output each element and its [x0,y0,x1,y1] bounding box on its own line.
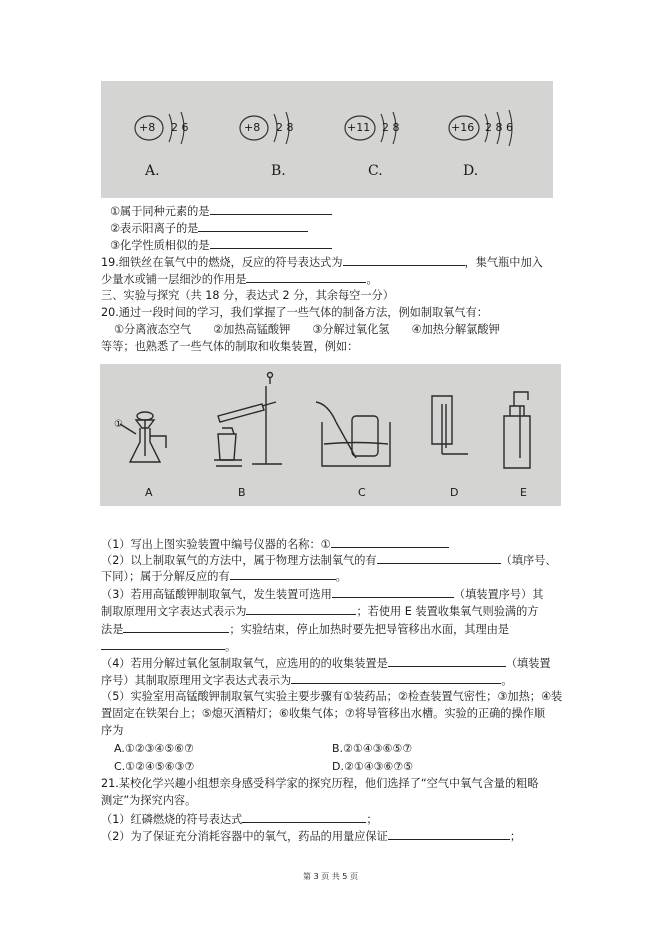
label-c: C [358,486,366,499]
q21-1: （1）红磷燃烧的符号表达式 ； [101,813,378,826]
q18-line-1: ①属于同种元素的是 [110,204,332,219]
atom-b-nucleus: +8 [244,121,261,134]
method-1: ①分离液态空气 [114,323,192,336]
q20-1: （1）写出上图实验装置中编号仪器的名称：① [101,537,449,552]
answer-blank[interactable] [246,604,356,615]
page-footer: 第 3 页 共 5 页 [303,872,358,881]
atom-d-label: D. [463,163,479,179]
q18-line-2: ②表示阳离子的是 [110,221,308,236]
atom-c-label: C. [368,163,383,179]
atom-diagrams [101,81,553,198]
apparatus-e [504,392,530,468]
q20-3-line-4: 。 [101,639,236,654]
atom-c-shells: 2 8 [382,121,400,134]
q20-3-line-1: （3）若用高锰酸钾制取氧气，发生装置可选用 （填装置序号）其 [101,588,544,601]
apparatus-c [316,402,390,466]
answer-blank[interactable] [210,204,332,215]
method-3: ③分解过氧化氢 [312,323,390,336]
apparatus-photo [100,364,561,506]
answer-blank[interactable] [230,569,336,580]
label-d: D [450,486,459,499]
apparatus-a [120,412,166,462]
answer-blank[interactable] [246,272,366,283]
apparatus-diagrams [100,364,561,506]
answer-blank[interactable] [388,656,506,667]
answer-blank[interactable] [332,587,454,598]
atom-a-shells: 2 6 [171,121,189,134]
q20-5-line-2: 置固定在铁架台上；⑤熄灭酒精灯；⑥收集气体；⑦将导管移出水槽。实验的正确的操作顺 [101,707,546,720]
q20-3-line-3: 法是 ；实验结束，停止加热时要先把导管移出水面，其理由是 [101,623,510,636]
q20-2-line-1: （2）以上制取氧气的方法中，属于物理方法制氧气的有 （填序号、 [101,554,557,567]
q19-line-2: 少量水或铺一层细沙的作用是 。 [101,273,378,286]
apparatus-d [432,396,468,454]
q18-line-3: ③化学性质相似的是 [110,238,332,253]
label-a: A [145,486,153,499]
q19-line-1: 19.细铁丝在氧气中的燃烧，反应的符号表达式为 ，集气瓶中加入 [101,256,543,269]
section-3-heading: 三、实验与探究（共 18 分，表达式 2 分，其余每空一分） [101,289,394,302]
method-4: ④加热分解氯酸钾 [411,323,500,336]
label-e: E [520,486,527,499]
answer-blank[interactable] [331,537,449,548]
q20-3-line-2: 制取原理用文字表达式表示为 ；若使用 E 装置收集氧气则验满的方 [101,605,539,618]
method-2: ②加热高锰酸钾 [213,323,291,336]
label-b: B [238,486,246,499]
atom-b-label: B. [271,163,286,179]
q20-intro: 20.通过一段时间的学习，我们掌握了一些气体的制备方法，例如制取氧气有： [101,306,488,319]
q21-line-2: 测定”为探究内容。 [101,794,197,807]
apparatus-circle-label: ① [114,419,123,430]
answer-blank[interactable] [198,221,308,232]
answer-blank[interactable] [343,255,465,266]
q20-5-line-3: 序为 [101,724,124,737]
atom-b-shells: 2 8 [276,121,294,134]
q20-intro-2: 等等；也熟悉了一些气体的制取和收集装置，例如： [101,340,359,353]
q21-line-1: 21.某校化学兴趣小组想亲身感受科学家的探究历程，他们选择了“空气中氧气含量的粗略 [101,777,539,790]
q20-5-line-1: （5）实验室用高锰酸钾制取氧气实验主要步骤有①装药品；②检查装置气密性；③加热；④装 [101,690,563,703]
q20-5-option-b[interactable]: B.②①④③⑥⑤⑦ [332,742,413,755]
apparatus-b [214,373,282,467]
q20-5-option-d[interactable]: D.②①④③⑥⑦⑤ [332,760,413,773]
answer-blank[interactable] [210,238,332,249]
q20-4-line-2: 序号）其制取原理用文字表达式表示为 。 [101,674,513,687]
atom-a-nucleus: +8 [139,121,156,134]
answer-blank[interactable] [101,639,225,650]
q20-4-line-1: （4）若用分解过氧化氢制取氧气，应选用的的收集装置是 （填装置 [101,657,551,670]
atom-structure-photo [101,81,553,198]
q21-2: （2）为了保证充分消耗容器中的氧气，药品的用量应保证 ； [101,830,522,843]
answer-blank[interactable] [242,812,366,823]
atom-c-nucleus: +11 [347,121,371,134]
answer-blank[interactable] [377,553,501,564]
answer-blank[interactable] [123,622,229,633]
answer-blank[interactable] [291,673,501,684]
q20-2-line-2: 下同）；属于分解反应的有 。 [101,570,347,583]
atom-d-nucleus: +16 [451,121,475,134]
q20-5-option-a[interactable]: A.①②③④⑤⑥⑦ [114,742,194,755]
q20-methods [114,323,500,337]
q20-5-option-c[interactable]: C.①②④⑤⑥③⑦ [114,760,195,773]
atom-d-shells: 2 8 6 [485,121,513,134]
atom-a-label: A. [145,163,160,179]
answer-blank[interactable] [388,829,510,840]
